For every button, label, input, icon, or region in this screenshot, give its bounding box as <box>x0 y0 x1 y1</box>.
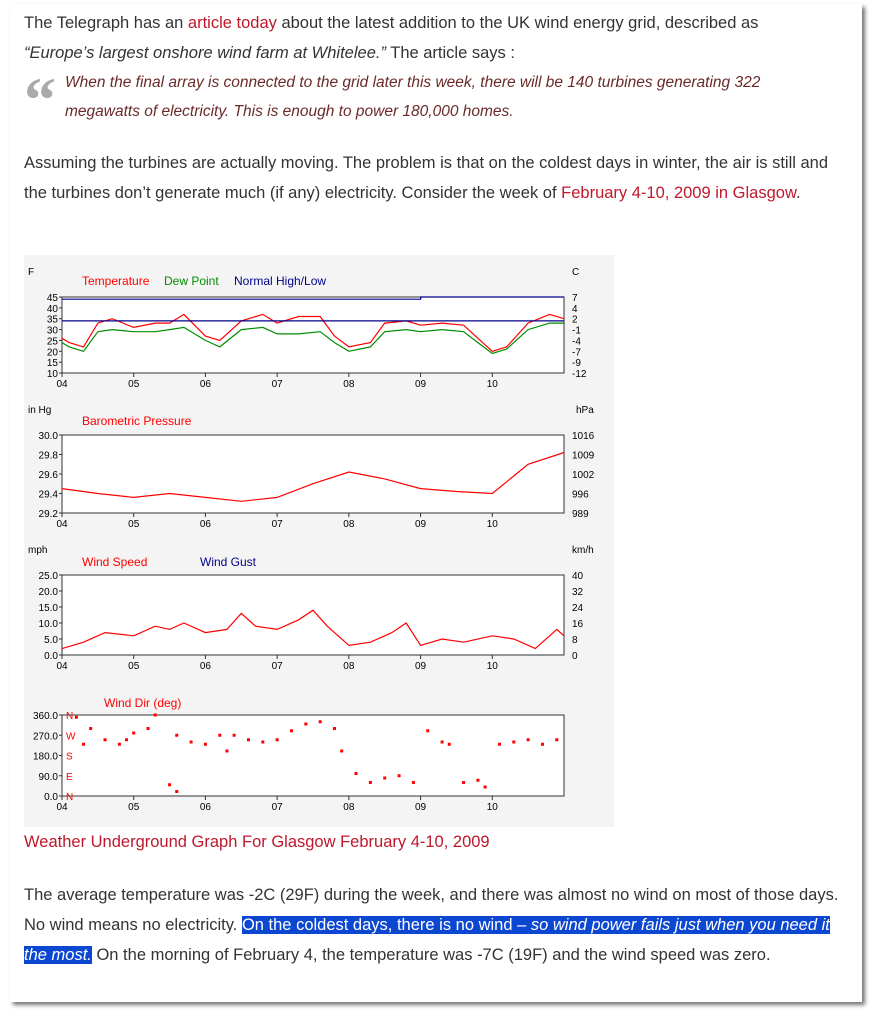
wind-dir-point <box>104 738 107 741</box>
x-tick-label: 10 <box>486 802 498 813</box>
y-tick-label: 360.0 <box>32 711 58 722</box>
wind-dir-point <box>476 779 479 782</box>
y-tick-label: 29.6 <box>38 470 58 481</box>
compass-label: E <box>66 771 73 783</box>
x-tick-label: 07 <box>271 661 283 672</box>
plot-area-2 <box>62 575 564 655</box>
y-tick-right-label: -1 <box>572 325 581 337</box>
compass-label: N <box>66 792 74 803</box>
legend-wind-gust: Wind Gust <box>200 555 257 569</box>
wind-dir-point <box>132 732 135 735</box>
x-tick-label: 07 <box>271 802 283 813</box>
y-tick-right-label: -4 <box>572 336 581 348</box>
x-tick-label: 05 <box>128 661 140 672</box>
wind-dir-point <box>147 727 150 730</box>
wind-dir-point <box>498 743 501 746</box>
y-tick-label: 29.8 <box>38 450 58 462</box>
legend-wind-dir-deg-: Wind Dir (deg) <box>104 696 182 710</box>
wind-dir-point <box>75 716 78 719</box>
wind-dir-point <box>175 734 178 737</box>
y-tick-label: 30.0 <box>38 431 58 442</box>
compass-label: W <box>66 731 76 743</box>
x-tick-label: 06 <box>199 661 211 672</box>
x-tick-label: 08 <box>343 519 355 530</box>
y-tick-label: 29.4 <box>38 489 58 501</box>
wind-dir-point <box>247 738 250 741</box>
wind-dir-point <box>319 720 322 723</box>
wind-dir-point <box>125 738 128 741</box>
plot-area-3 <box>62 715 564 796</box>
y-tick-label: 29.2 <box>38 509 58 520</box>
x-tick-label: 10 <box>486 379 498 390</box>
conclusion-paragraph <box>24 880 854 970</box>
wind-dir-point <box>512 741 515 744</box>
x-tick-label: 09 <box>415 661 427 672</box>
y-tick-label: 40 <box>46 303 58 315</box>
wind-dir-point <box>89 727 92 730</box>
y-tick-label: 20 <box>46 347 58 359</box>
wind-dir-point <box>233 734 236 737</box>
wind-dir-point <box>204 743 207 746</box>
intro-quote: “Europe’s largest onshore wind farm at Whitelee.” <box>24 44 386 62</box>
right-unit-label: C <box>572 267 580 278</box>
wind-dir-point <box>261 741 264 744</box>
wind-dir-point <box>355 772 358 775</box>
y-tick-right-label: 1016 <box>572 431 595 442</box>
left-unit-label: F <box>28 267 35 278</box>
conclusion-text: The average temperature was -2C (29F) during the week, and there was almost no wind on most of those days. No wind means no electricity. <box>24 886 839 934</box>
wind-dir-point <box>190 741 193 744</box>
y-tick-right-label: 7 <box>572 293 578 304</box>
wind-dir-point <box>225 750 228 753</box>
y-tick-right-label: 16 <box>572 619 584 630</box>
x-tick-label: 04 <box>56 661 68 672</box>
wind-dir-point <box>398 774 401 777</box>
y-tick-right-label: -12 <box>572 369 587 380</box>
x-tick-label: 10 <box>486 661 498 672</box>
x-tick-label: 05 <box>128 802 140 813</box>
wind-dir-point <box>304 723 307 726</box>
assumption-text: Assuming the turbines are actually moving. The problem is that on the coldest days in winter, the air is still and the turbines don’t generate much (if any) electricity. Consider the week of <box>24 154 829 202</box>
intro-text-2: about the latest addition to the UK wind energy grid, described as <box>276 14 759 32</box>
y-tick-right-label: -7 <box>572 347 581 359</box>
x-tick-label: 08 <box>343 661 355 672</box>
y-tick-label: 0.0 <box>44 792 58 803</box>
x-tick-label: 04 <box>56 379 68 390</box>
x-tick-label: 06 <box>199 802 211 813</box>
y-tick-label: 10 <box>46 369 58 380</box>
legend-temperature: Temperature <box>82 274 150 288</box>
wind-dir-point <box>541 743 544 746</box>
legend-dew-point: Dew Point <box>164 274 219 288</box>
x-tick-label: 04 <box>56 519 68 530</box>
y-tick-label: 35 <box>46 314 58 326</box>
y-tick-right-label: 2 <box>572 314 578 326</box>
right-unit-label: km/h <box>572 545 594 556</box>
article-today-link[interactable]: article today <box>187 14 277 32</box>
glasgow-week-link[interactable]: February 4-10, 2009 in Glasgow <box>561 184 796 202</box>
wind-dir-point <box>484 786 487 789</box>
y-tick-label: 25 <box>46 336 58 348</box>
x-tick-label: 07 <box>271 379 283 390</box>
right-unit-label: hPa <box>576 405 594 416</box>
compass-label: S <box>66 751 73 763</box>
x-tick-label: 06 <box>199 379 211 390</box>
y-tick-right-label: 0 <box>572 651 578 662</box>
plot-area-0 <box>62 297 564 373</box>
y-tick-label: 10.0 <box>38 619 58 630</box>
weather-charts-svg <box>24 255 614 827</box>
x-tick-label: 09 <box>415 379 427 390</box>
y-tick-right-label: 1009 <box>572 450 595 462</box>
y-tick-label: 180.0 <box>32 751 58 763</box>
plot-area-1 <box>62 435 564 513</box>
wind-dir-point <box>383 777 386 780</box>
wind-dir-point <box>462 781 465 784</box>
y-tick-right-label: 1002 <box>572 470 595 481</box>
y-tick-label: 30 <box>46 325 58 337</box>
y-tick-right-label: 996 <box>572 489 589 501</box>
y-tick-right-label: -9 <box>572 358 581 370</box>
assumption-paragraph <box>24 148 854 208</box>
highlighted-plain: On the coldest days, there is no wind – <box>241 916 531 934</box>
wind-dir-point <box>426 729 429 732</box>
x-tick-label: 10 <box>486 519 498 530</box>
wind-dir-point <box>555 738 558 741</box>
left-unit-label: in Hg <box>28 405 52 416</box>
y-tick-label: 270.0 <box>32 731 58 743</box>
x-tick-label: 06 <box>199 519 211 530</box>
wind-dir-point <box>527 738 530 741</box>
y-tick-label: 20.0 <box>38 587 58 598</box>
x-tick-label: 09 <box>415 802 427 813</box>
legend-barometric-pressure: Barometric Pressure <box>82 414 192 428</box>
y-tick-label: 15 <box>46 358 58 370</box>
wind-dir-point <box>333 727 336 730</box>
x-tick-label: 08 <box>343 379 355 390</box>
wind-dir-point <box>412 781 415 784</box>
compass-label: N <box>66 711 74 722</box>
highlighted-italic: so wind power fails just when you need it the most. <box>24 916 830 964</box>
x-tick-label: 05 <box>128 379 140 390</box>
intro-text: The Telegraph has an <box>24 14 188 32</box>
y-tick-label: 25.0 <box>38 571 58 582</box>
assumption-end: . <box>795 184 801 202</box>
wind-dir-point <box>448 743 451 746</box>
intro-paragraph <box>24 8 854 68</box>
left-unit-label: mph <box>28 545 48 556</box>
y-tick-label: 45 <box>46 293 58 304</box>
wind-dir-point <box>218 734 221 737</box>
y-tick-label: 0.0 <box>44 651 58 662</box>
x-tick-label: 05 <box>128 519 140 530</box>
y-tick-label: 5.0 <box>44 635 58 646</box>
y-tick-right-label: 4 <box>572 303 578 315</box>
wind-dir-point <box>82 743 85 746</box>
x-tick-label: 09 <box>415 519 427 530</box>
y-tick-right-label: 24 <box>572 603 584 614</box>
y-tick-label: 90.0 <box>38 771 58 783</box>
graph-caption-link[interactable]: Weather Underground Graph For Glasgow February 4-10, 2009 <box>24 833 490 851</box>
wind-dir-point <box>441 741 444 744</box>
conclusion-end: On the morning of February 4, the temperature was -7C (19F) and the wind speed was zero. <box>91 946 771 964</box>
y-tick-label: 15.0 <box>38 603 58 614</box>
x-tick-label: 08 <box>343 802 355 813</box>
wind-dir-point <box>175 790 178 793</box>
intro-text-3: The article says : <box>385 44 515 62</box>
wind-dir-point <box>290 729 293 732</box>
x-tick-label: 04 <box>56 802 68 813</box>
wind-dir-point <box>276 738 279 741</box>
x-tick-label: 07 <box>271 519 283 530</box>
weather-graph <box>24 255 614 827</box>
y-tick-right-label: 989 <box>572 509 589 520</box>
quote-mark-icon: “ <box>24 64 56 135</box>
blockquote: When the final array is connected to the grid later this week, there will be 140 turbines generating 322 megawatts of electricity. This is enough to power 180,000 homes. <box>65 74 761 120</box>
wind-dir-point <box>154 714 157 717</box>
wind-dir-point <box>118 743 121 746</box>
y-tick-right-label: 32 <box>572 587 584 598</box>
legend-wind-speed: Wind Speed <box>82 555 148 569</box>
y-tick-right-label: 8 <box>572 635 578 646</box>
wind-dir-point <box>340 750 343 753</box>
legend-normal-high-low: Normal High/Low <box>234 274 327 288</box>
y-tick-right-label: 40 <box>572 571 584 582</box>
wind-dir-point <box>168 783 171 786</box>
wind-dir-point <box>369 781 372 784</box>
